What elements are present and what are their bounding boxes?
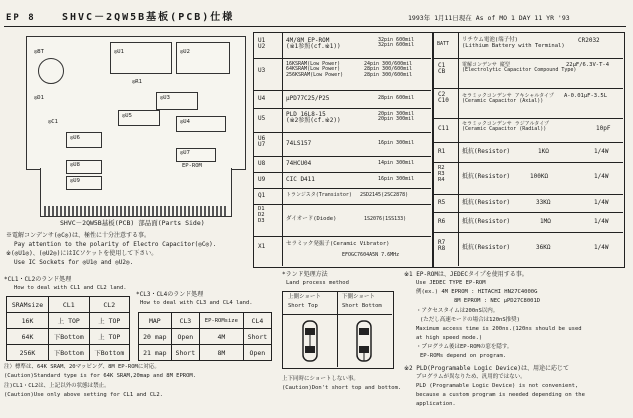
spec-desc-x1: セラミック発振子(Ceramic Vibrator) <box>286 241 390 247</box>
spec-ref-c11: C11 <box>438 125 449 132</box>
spec-desc-r2r4: 抵抗(Resistor) <box>462 173 511 180</box>
board-caption: SHVC－2QW5B基板(PCB) 部品面(Parts Side) <box>60 219 205 227</box>
label-ep-rom: EP-ROM <box>182 163 202 169</box>
spec-ref-r2r4: R2 R3 R4 <box>438 165 445 183</box>
label-r1: ◎R1 <box>132 79 142 85</box>
spec-ref-u4: U4 <box>258 95 266 102</box>
spec-ref-r6: R6 <box>438 218 446 225</box>
table-cell: 256K <box>7 345 49 361</box>
short-top-label-en: Short Top <box>288 303 318 309</box>
cl12-header: CL2 <box>89 297 130 313</box>
spec-ref-u8: U8 <box>258 160 266 167</box>
label-c1: ◎C1 <box>48 119 58 125</box>
pcb-board <box>26 36 244 216</box>
spec-ref-batt: BATT <box>437 41 450 47</box>
note-standard-en: (Caution)Standard type is for 64K SRAM,20map and 8M EPROM. <box>4 373 197 379</box>
note-cl-jp: 注)CL1・CL2は、上記以外の状態は禁止。 <box>4 383 110 389</box>
spec-val-c1: 22μF/6.3V-T-4 <box>566 62 610 68</box>
spec-desc-c11: セラミックコンデンサ ラジアルタイプ (Ceramic Capacitor (Radial)) <box>462 121 550 133</box>
spec-val-r2r4: 100KΩ <box>530 173 549 180</box>
spec-ref-r1: R1 <box>438 148 446 155</box>
footnote1-ex2: 8M EPROM : NEC μPD27C8001D <box>454 298 541 304</box>
table-cell: 4M <box>199 329 243 345</box>
spec-unit-r1: 1/4W <box>594 148 609 155</box>
battery-circle <box>38 58 64 84</box>
footnote1-jp: ※1 EP-ROMは、JEDECタイプを使用する事。 <box>404 271 528 278</box>
spec-pins-u9: 16pin 300mil <box>378 176 415 182</box>
land-subtitle: Land process method <box>286 280 349 286</box>
short-top-label: 上側ショート <box>288 294 321 300</box>
ep-number: EP 8 <box>6 13 36 23</box>
label-u6: ◎U6 <box>70 135 80 141</box>
spec-pins-u3: 24pin 300/600mil 28pin 300/600mil 28pin 300/600mil <box>364 61 413 78</box>
table-cell: 下Bottom <box>49 329 89 345</box>
note-standard-jp: 注）標準は、64K SRAM、20マッピング、8M EP-ROMに対応。 <box>4 364 160 370</box>
spec-unit-r2r4: 1/4W <box>594 173 609 180</box>
spec-desc-d1d3: ダイオード(Diode) <box>286 216 337 222</box>
table-cell: 上 TOP <box>49 313 89 329</box>
note-socket-jp: ※(◎U1◎)、(◎U2◎)にはICソケットを使用して下さい。 <box>6 250 158 257</box>
spec-desc-c1: 電解コンデンサ 縦型 (Electrolytic Capacitor Compound Type) <box>462 62 577 74</box>
spec-ref-u5: U5 <box>258 115 266 122</box>
table-cell: 下Bottom <box>49 345 89 361</box>
note-socket-en: Use IC Sockets for ◎U1◎ and ◎U2◎. <box>14 259 134 266</box>
label-d1: ◎D1 <box>34 95 44 101</box>
spec-pins-x1: EFOGC7604A5N 7.6MHz <box>342 252 400 258</box>
spec-ref-u9: U9 <box>258 176 266 183</box>
cl12-table <box>6 296 130 361</box>
table-cell: Open <box>243 345 271 361</box>
cl12-title: *CL1・CL2のランド処理 <box>4 276 72 283</box>
label-u1: ◎U1 <box>114 49 124 55</box>
note-capacitor-jp: ※電解コンデンサ(◎C◎)は、極性に十分注意する事。 <box>6 232 150 239</box>
spec-desc-r6: 抵抗(Resistor) <box>462 218 511 225</box>
table-row <box>7 313 130 329</box>
table-cell: Open <box>171 329 199 345</box>
footnote1-window-en: EP-ROMs depend on program. <box>420 353 507 359</box>
cl12-header: CL1 <box>49 297 89 313</box>
spec-desc-u8: 74HCU04 <box>286 160 312 167</box>
spec-unit-r5: 1/4W <box>594 199 609 206</box>
table-row <box>7 329 130 345</box>
spec-ref-d1d3: D1 D2 D3 <box>258 206 265 224</box>
spec-desc-c2: セラミックコンデンサ アキシャルタイプ (Ceramic Capacitor (Axial)) <box>462 93 554 105</box>
footnote1-en: Use JEDEC TYPE EP-ROM <box>416 280 486 286</box>
table-cell: 上 TOP <box>89 329 130 345</box>
spec-pins-u6u7: 16pin 300mil <box>378 140 415 146</box>
footnote1-access-en: Maximum access time is 200ns.(120ns should be used <box>416 326 582 332</box>
edge-connector <box>44 206 226 216</box>
header-divider <box>4 26 626 27</box>
cl34-header: EP-ROMsize <box>199 313 243 329</box>
footnote1-access-en2: at high speed mode.) <box>416 335 483 341</box>
spec-val-batt: CR2032 <box>578 37 600 44</box>
cl34-subtitle: How to deal with CL3 and CL4 land. <box>140 300 253 306</box>
spec-desc-u9: CIC D411 <box>286 176 315 183</box>
label-u4: ◎U4 <box>180 119 190 125</box>
label-u5: ◎U5 <box>122 113 132 119</box>
table-cell: 64K <box>7 329 49 345</box>
spec-val-r5: 33KΩ <box>536 199 551 206</box>
table-cell: Short <box>243 329 271 345</box>
spec-ref-r5: R5 <box>438 199 446 206</box>
spec-pins-q1: 2SD2145(2SC2878) <box>360 192 409 198</box>
land-caution-jp: 上下同時にショートしない事。 <box>282 376 359 382</box>
cl34-header: CL3 <box>171 313 199 329</box>
cl34-header: MAP <box>139 313 172 329</box>
spec-pins-u8: 14pin 300mil <box>378 160 415 166</box>
chip-u2 <box>176 42 230 74</box>
table-cell: Short <box>171 345 199 361</box>
cl12-header: SRAMsize <box>7 297 49 313</box>
footnote2-jp2: プログラムが異なりため、汎用的ではない。 <box>416 374 526 380</box>
spec-ref-u3: U3 <box>258 67 266 74</box>
footnote1-access-jp2: (ただし高速モードの場合は120nS推奨) <box>420 317 520 323</box>
cl12-subtitle: How to deal with CL1 and CL2 land. <box>14 285 127 291</box>
land-pad-top-icon <box>300 319 320 363</box>
footnote2-en3: application. <box>416 401 456 407</box>
spec-desc-u4: μPD77C25/P25 <box>286 95 330 102</box>
label-u2: ◎U2 <box>180 49 190 55</box>
footnote1-ex1: 例(ex.) 4M EPROM : HITACHI HN27C4000G <box>416 289 538 295</box>
spec-ref-u6u7: U6 U7 <box>258 135 266 149</box>
footnote2-en: PLD (Programable Logic Device) is not convenient, <box>416 383 579 389</box>
spec-desc-u6u7: 74LS157 <box>286 140 312 147</box>
spec-ref-x1: X1 <box>258 243 266 250</box>
footnote1-access-jp: ・アクセスタイムは200nS以内。 <box>416 308 499 314</box>
spec-val-r7r8: 36KΩ <box>536 244 551 251</box>
land-pad-bottom-icon <box>354 319 374 363</box>
footnote2-jp: ※2 PLD(Programable Logic Device)は、用途に応じて <box>404 365 570 372</box>
label-u9: ◎U9 <box>70 178 80 184</box>
table-cell: 下Bottom <box>89 345 130 361</box>
chip-u1 <box>110 42 172 74</box>
spec-desc-u5: PLD 16L8-15 (※2参照(cf.※2)) <box>286 111 341 125</box>
table-cell: 上 TOP <box>89 313 130 329</box>
short-bottom-label-en: Short Bottom <box>342 303 382 309</box>
table-cell: 16K <box>7 313 49 329</box>
spec-pins-u1u2: 32pin 600mil 32pin 600mil <box>378 37 415 49</box>
spec-ref-c1: C1 CB <box>438 62 446 76</box>
label-u3: ◎U3 <box>160 95 170 101</box>
spec-ref-u1u2: U1 U2 <box>258 37 266 51</box>
spec-desc-u3: 16KSRAM(Low Power) 64KSRAM(Low Power) 256KSRAM(Low Power) <box>286 61 344 78</box>
spec-pins-u5: 20pin 300mil 20pin 300mil <box>378 111 415 123</box>
table-cell: 20 map <box>139 329 172 345</box>
cl34-header: CL4 <box>243 313 271 329</box>
spec-pins-d1d3: 1S2076(1SS133) <box>364 216 407 222</box>
page-title: SHVC－2QW5B基板(PCB)仕様 <box>62 12 235 23</box>
spec-val-r1: 1KΩ <box>538 148 549 155</box>
spec-ref-q1: Q1 <box>258 192 266 199</box>
note-cl-en: (Caution)Use only above setting for CL1 and CL2. <box>4 392 163 398</box>
spec-unit-r7r8: 1/4W <box>594 244 609 251</box>
table-row <box>139 329 272 345</box>
spec-ref-r7r8: R7 R8 <box>438 239 446 253</box>
note-capacitor-en: Pay attention to the polarity of Electro Capacitor(◎C◎). <box>14 241 217 248</box>
land-title: *ランド処理方法 <box>282 271 328 278</box>
spec-desc-r1: 抵抗(Resistor) <box>462 148 511 155</box>
spec-ref-c2: C2 C10 <box>438 91 449 105</box>
spec-desc-r7r8: 抵抗(Resistor) <box>462 244 511 251</box>
spec-val-c11: 10pF <box>596 125 611 132</box>
table-cell: 8M <box>199 345 243 361</box>
label-u7: ◎U7 <box>180 150 190 156</box>
revision-date: 1993年 1月11日現在 As of MO 1 DAY 11 YR '93 <box>408 14 570 22</box>
spec-desc-r5: 抵抗(Resistor) <box>462 199 511 206</box>
spec-val-r6: 1MΩ <box>540 218 551 225</box>
label-u8: ◎U8 <box>70 162 80 168</box>
spec-desc-q1: トランジスタ(Transistor) <box>286 192 352 198</box>
footnote2-en2: because a custom program is needed depending on the <box>416 392 585 398</box>
cl34-table <box>138 312 272 361</box>
table-row <box>139 345 272 361</box>
footnote1-window-jp: ・プログラム後はEP-ROMの窓を隠す。 <box>416 344 513 350</box>
spec-val-c2: A-0.01μF-3.5L <box>564 93 608 99</box>
table-cell: 21 map <box>139 345 172 361</box>
spec-desc-u1u2: 4M/8M EP-ROM (※1参照(cf.※1)) <box>286 37 341 51</box>
label-batt: ◎BT <box>34 49 44 55</box>
short-bottom-label: 下側ショート <box>342 294 375 300</box>
spec-unit-r6: 1/4W <box>594 218 609 225</box>
table-row <box>7 345 130 361</box>
spec-desc-batt: リチウム電池(端子付) (Lithium Battery with Terminal) <box>462 37 565 49</box>
land-caution-en: (Caution)Don't short top and bottom. <box>282 385 402 391</box>
spec-pins-u4: 28pin 600mil <box>378 95 415 101</box>
cl34-title: *CL3・CL4のランド処理 <box>136 291 204 298</box>
